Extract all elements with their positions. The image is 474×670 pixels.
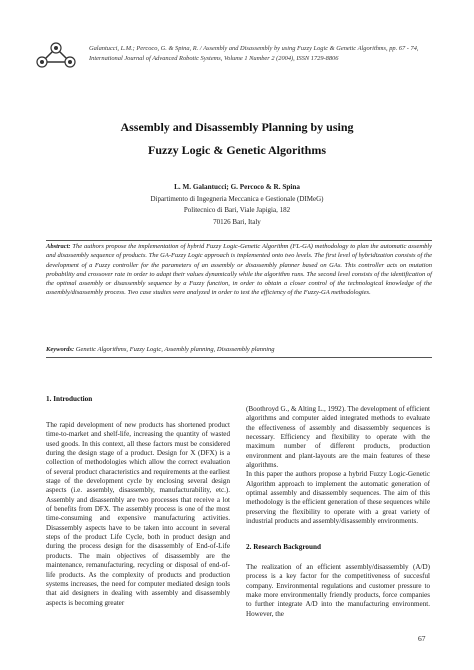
paper-title-line-1: Assembly and Disassembly Planning by using	[120, 120, 354, 134]
introduction-body	[46, 421, 230, 608]
research-background-body	[246, 563, 430, 619]
introduction-paragraph: The rapid development of new products has shortened product time-to-market and shelf-life, increasing the quantity of wasted used goods. In this context, all these factors must be considered during the design stage of a product. Design for X (DFX) is a collection of methodologies which allow the correct evaluation of several product characteristics and requirements at the earliest stage of the development cycle by enclosing several design aspects (i.e. assembly, disassembly, manufacturability, etc.). Assembly and disassembly are two processes that receive a lot of benefits from DFX. The assembly process is one of the most time-consuming and expensive manufacturing activities. Disassembly aspects have to be taken into account in several steps of the product Life Cycle, both in product design and during the process design for the disassembly of End-of-Life products. The main objectives of disassembly are the maintenance, remanufacturing, recycling or disposal of end-of-life products. As the complexity of products and production systems increases, the need for computer mediated design tools that aid designers in dealing with assembly and disassembly aspects is becoming greater	[46, 421, 230, 607]
abstract-top-rule	[46, 240, 432, 241]
affiliation-line-3: 70126 Bari, Italy	[213, 218, 261, 226]
keywords-text: Genetic Algorithms, Fuzzy Logic, Assembly planning, Disassembly planning	[75, 346, 275, 353]
paper-title-line-2: Fuzzy Logic & Genetic Algorithms	[148, 143, 326, 157]
section-heading-introduction: 1. Introduction	[46, 395, 93, 403]
abstract-block	[46, 242, 432, 298]
citation-header: Galantucci, L.M.; Percoco, G. & Spina, R. / Assembly and Disassembly by using Fuzzy Logic & Genetic Algorithms, pp. 67 - 74, International Journal of Advanced Robotic Systems, Volume 1 Number 2 (2004), ISSN 1729-8806	[89, 45, 419, 62]
research-background-paragraph: The realization of an efficient assembly/disassembly (A/D) process is a key factor for the competitiveness of succesful company. Environmental regulations and customer pressure to make more environmentally friendly products, force companies to further integrate A/D into the manufacturing environment. However, the	[246, 563, 430, 618]
abstract-bottom-rule	[46, 357, 432, 358]
right-paragraph-2: In this paper the authors propose a hybrid Fuzzy Logic-Genetic Algorithm approach to implement the automatic generation of optimal assembly and disassembly sequences. The aim of this methodology is the efficient generation of these sequences while preserving the flexibility to operate with a great variety of industrial products and assembly/disassembly environments.	[246, 470, 430, 526]
keywords-block	[46, 345, 432, 354]
affiliation-line-1: Dipartimento di Ingegneria Meccanica e Gestionale (DIMeG)	[150, 195, 324, 203]
affiliation-line-2: Politecnico di Bari, Viale Japigia, 182	[183, 206, 291, 214]
journal-logo-icon	[36, 40, 76, 70]
abstract-text: The authors propose the implementation of hybrid Fuzzy Logic-Genetic Algorithm (FL-GA) methodology to plan the automatic assembly and disassembly sequence of products. The GA-Fuzzy Logic approach is implemented onto two levels. The first level of hybridization consists of the development of a Fuzzy controller for the parameters of an assembly or disassembly planner based on GAs. This controller acts on mutation probability and crossover rate in order to adapt their values dynamically while the algorithm runs. The second level consists of the identification of the optimal assembly or disassembly sequence by a Fuzzy function, in order to obtain a closer control of the technological knowledge of the assembly/disassembly process. Two case studies were analyzed in order to test the efficiency of the Fuzzy-GA methodologies.	[46, 243, 433, 297]
abstract-label: Abstract:	[46, 243, 71, 250]
keywords-label: Keywords:	[46, 346, 75, 353]
right-paragraph-1: (Boothroyd G., & Alting L., 1992). The development of efficient algorithms and computer aided integrated methods to evaluate the effectiveness of assembly and disassembly sequences is necessary. Efficiency and flexibility to operate with the maximum number of different products, production environment and plant-layouts are the main features of these algorithms.	[246, 405, 430, 470]
authors: L. M. Galantucci; G. Percoco & R. Spina	[174, 183, 300, 191]
right-column-text	[246, 405, 430, 526]
section-heading-research-background: 2. Research Background	[246, 543, 322, 551]
page-number: 67	[418, 634, 426, 643]
